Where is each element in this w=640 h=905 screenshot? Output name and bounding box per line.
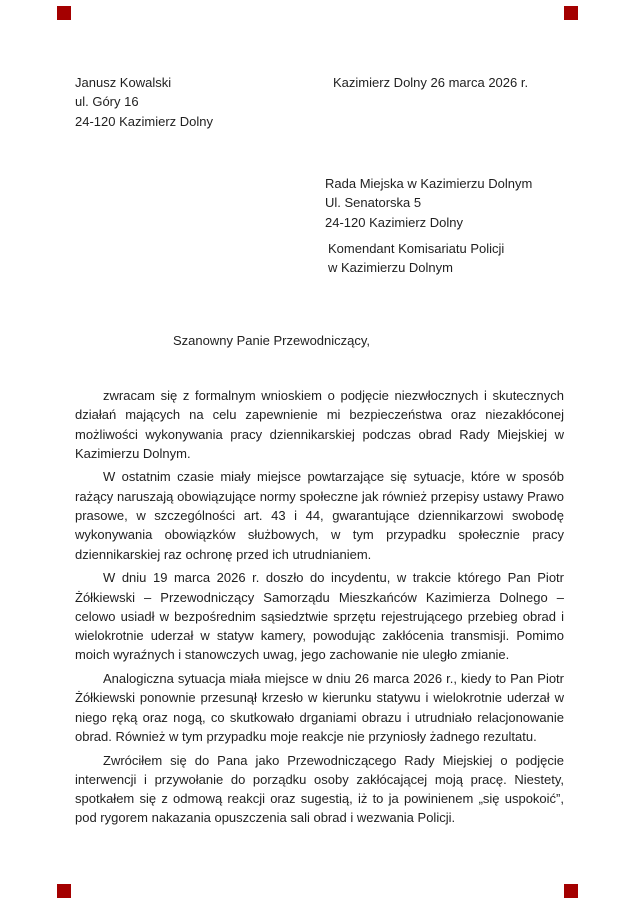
sender-block — [75, 73, 213, 131]
sender-city: 24-120 Kazimierz Dolny — [75, 113, 214, 129]
sender-street: ul. Góry 16 — [75, 94, 139, 110]
recipient-block — [325, 174, 532, 232]
letter-body — [75, 386, 564, 832]
corner-marker-top-left — [57, 6, 71, 20]
recipient-street: Ul. Senatorska 5 — [325, 195, 422, 211]
corner-marker-top-right — [564, 6, 578, 20]
corner-marker-bottom-right — [564, 884, 578, 898]
body-paragraph-5: Zwróciłem się do Pana jako Przewodniczącego Rady Miejskiej o podjęcie interwencji i przywołanie do porządku osoby zakłócającej moją pracę. Niestety, spotkałem się z odmową reakcji oraz sugestią, iż to ja powinienem „się uspokoić”, pod rygorem nakazania opuszczenia sali obrad i wezwania Policji. — [75, 752, 564, 826]
body-paragraph-2: W ostatnim czasie miały miejsce powtarzające się sytuacje, które w sposób rażący naruszają obowiązujące normy społeczne jak również przepisy ustawy Prawo prasowe, w szczególności art. 43 i 44, gwarantujące dziennikarzowi swobodę wykonywania obowiązków służbowych, w tym przypadku społecznie pracy dziennikarskiej raz ochronę przed ich utrudnianiem. — [75, 469, 564, 562]
secondary-recipient-location: w Kazimierzu Dolnym — [328, 260, 453, 276]
sender-name: Janusz Kowalski — [75, 75, 172, 90]
body-paragraph-3: W dniu 19 marca 2026 r. doszło do incydentu, w trakcie którego Pan Piotr Żółkiewski – Przewodniczący Samorządu Mieszkańców Kazimierza Dolnego – celowo usiadł w bezpośrednim sąsiedztwie sprzętu rejestrującego przebieg obrad i wielokrotnie uderzał w statyw kamery, powodując zakłócenia transmisji. Pomimo moich wyraźnych i stanowczych uwag, jego zachowanie nie uległo zmianie. — [75, 570, 564, 663]
recipient-organization: Rada Miejska w Kazimierzu Dolnym — [325, 176, 533, 191]
secondary-recipient-title: Komendant Komisariatu Policji — [328, 241, 505, 256]
secondary-recipient-block — [328, 239, 504, 278]
salutation: Szanowny Panie Przewodniczący, — [173, 333, 371, 348]
body-paragraph-4: Analogiczna sytuacja miała miejsce w dniu 26 marca 2026 r., kiedy to Pan Piotr Żółkiewski ponownie przesunął krzesło w kierunku statywu i wielokrotnie uderzał w niego ręką oraz nogą, co skutkowało drganiami obrazu i utrudniało relacjonowanie obrad. Również w tym przypadku moje reakcje nie przyniosły żadnego rezultatu. — [75, 671, 564, 744]
date-line: Kazimierz Dolny 26 marca 2026 r. — [333, 75, 529, 90]
corner-marker-bottom-left — [57, 884, 71, 898]
recipient-city: 24-120 Kazimierz Dolny — [325, 214, 464, 230]
body-paragraph-1: zwracam się z formalnym wnioskiem o podjęcie niezwłocznych i skutecznych działań mających na celu zapewnienie mi bezpieczeństwa oraz niezakłóconej możliwości wykonywania pracy dziennikarskiej podczas obrad Rady Miejskiej w Kazimierzu Dolnym. — [75, 388, 564, 461]
